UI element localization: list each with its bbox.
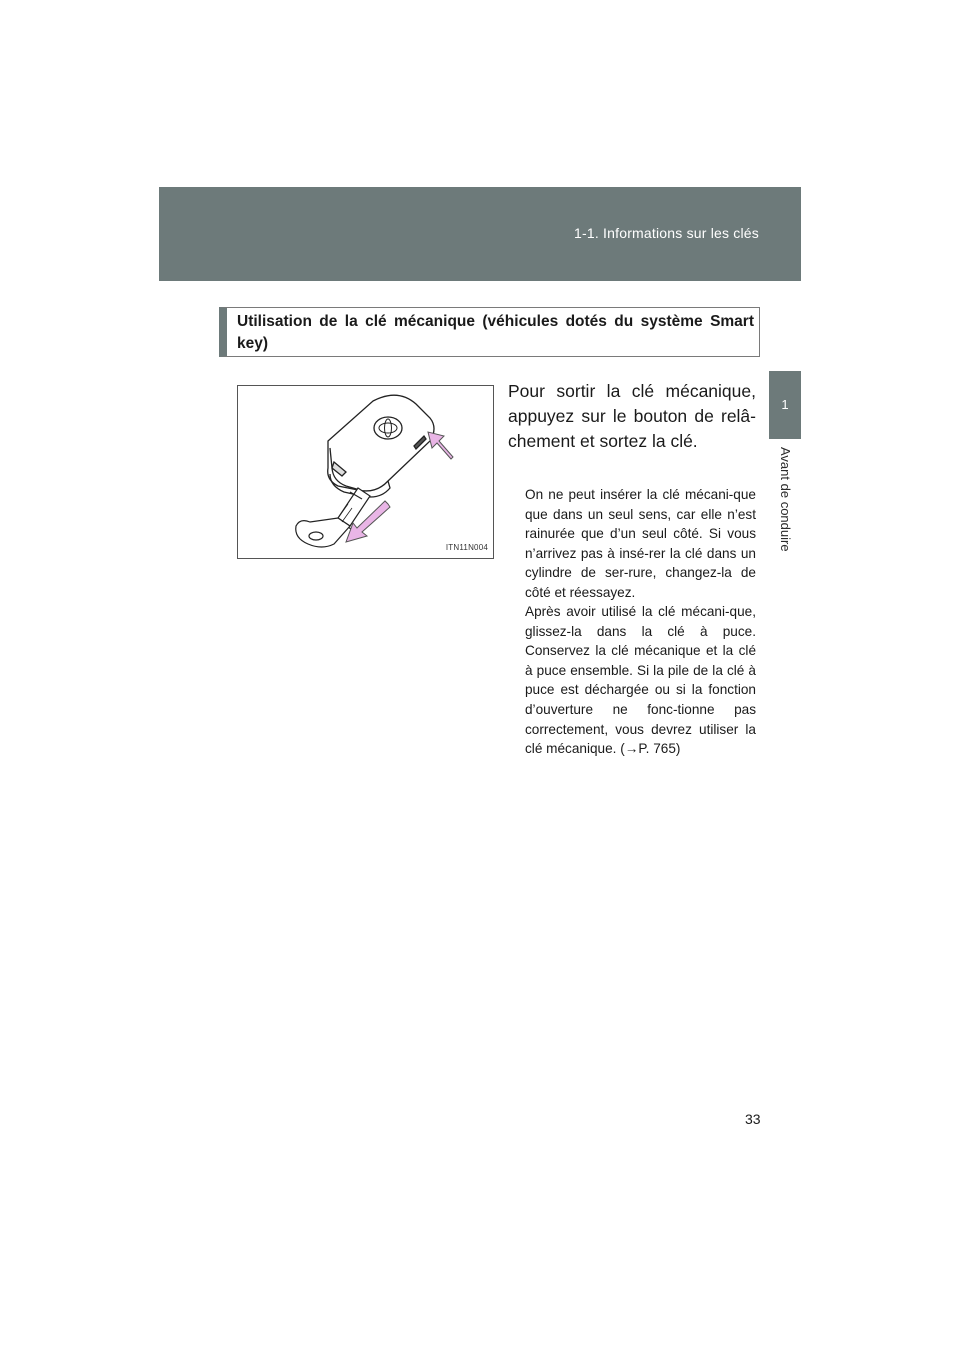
chapter-header (159, 187, 801, 281)
page-number: 33 (745, 1111, 761, 1127)
chapter-tab (769, 371, 801, 439)
note-paragraph-1: On ne peut insérer la clé mécani-que que dans un seul sens, car elle n’est rainurée que d’un seul côté. Si vous n’arrivez pas à insé-rer la clé dans un cylindre de ser-rure, changez-la de côté et réessayez. (525, 487, 756, 600)
note-paragraph-2: Après avoir utilisé la clé mécani-que, glissez-la dans la clé à puce. Conservez la clé mécanique et la clé à puce ensemble. Si la pile de la clé à puce est déchargée ou si la fonction d’ouverture ne fonc-tionne pas correctement, vous devrez utiliser la clé mécanique. (→P. 765) (525, 604, 756, 757)
press-arrow-icon (428, 432, 453, 459)
smart-key-drawing (238, 386, 495, 560)
section-heading (219, 307, 760, 357)
key-illustration (237, 385, 494, 559)
figure-code: ITN11N004 (445, 543, 488, 552)
chapter-tab-label: Avant de conduire (778, 447, 793, 552)
intro-paragraph: Pour sortir la clé mécanique, appuyez sur le bouton de relâ-chement et sortez la clé. (508, 381, 756, 451)
smart-key-icon (328, 395, 434, 497)
section-title: Utilisation de la clé mécanique (véhicules dotés du système Smart key) (237, 313, 754, 352)
chapter-tab-number: 1 (781, 397, 789, 412)
chapter-title: 1-1. Informations sur les clés (574, 225, 759, 241)
